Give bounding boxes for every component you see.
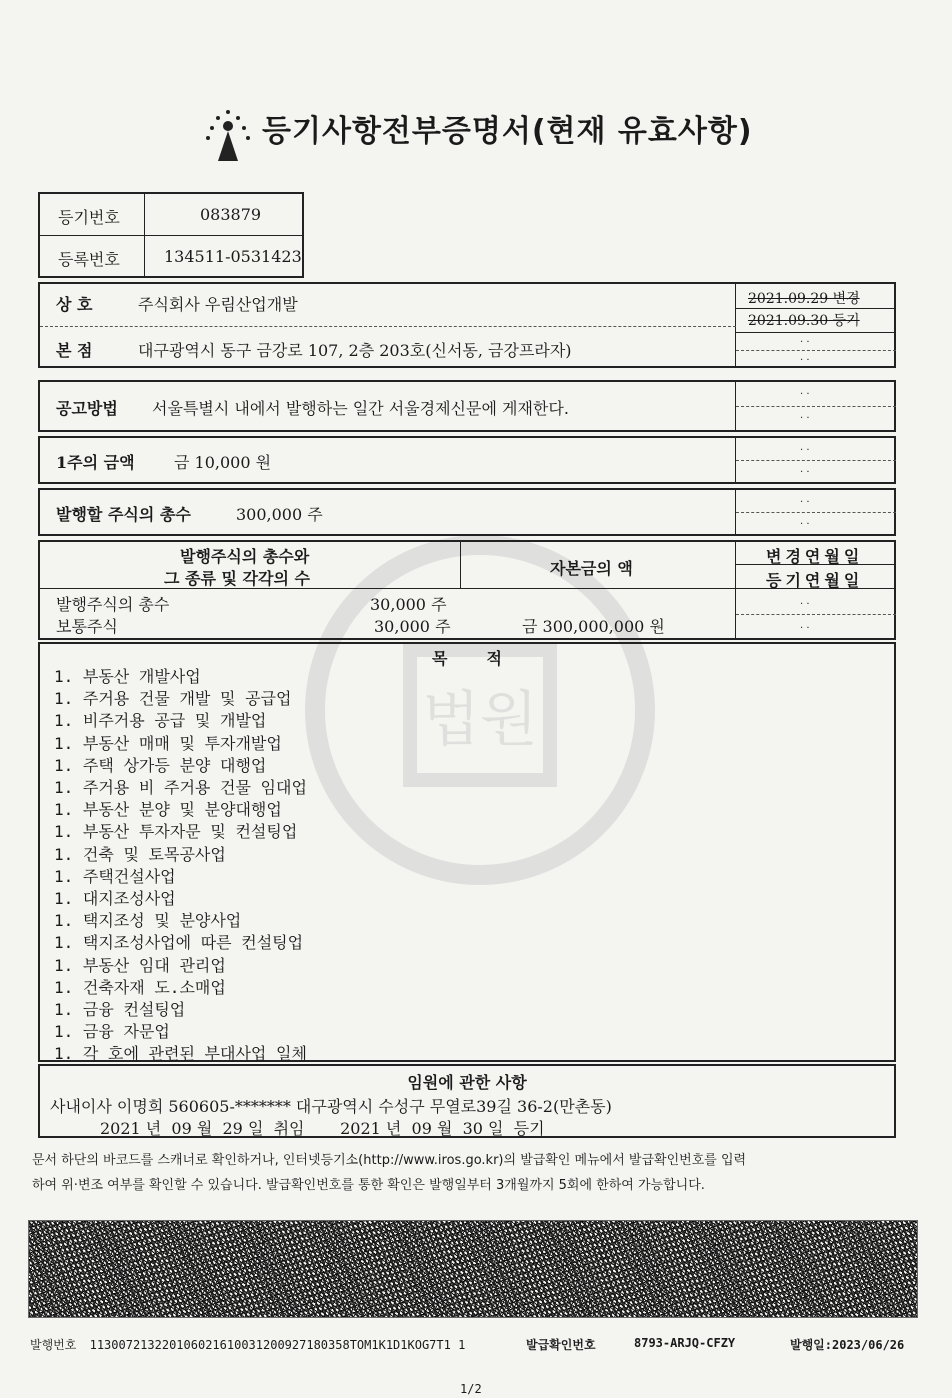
par-value-section [38,436,896,484]
shares-date-dots-2: . . [800,620,810,631]
name-registration-date: 2021.09.30 등기 [748,313,860,329]
purpose-item: 1. 금융 자문업 [54,1022,170,1042]
hq-date-dots: . . [800,334,810,345]
purpose-item: 1. 주택 상가등 분양 대행업 [54,755,267,775]
purpose-item: 1. 주거용 건물 개발 및 공급업 [54,689,292,709]
purpose-item: 1. 금융 컨설팅업 [54,1000,186,1020]
hq-date-dots-2: . . [800,352,810,363]
purpose-item: 1. 택지조성 및 분양사업 [54,911,242,931]
officers-header: 임원에 관한 사항 [407,1073,527,1092]
par-date-dots-2: . . [800,464,810,475]
purpose-item: 1. 각 호에 관련된 부대사업 일체 [54,1044,307,1064]
reg-no-label: 등기번호 [58,208,120,227]
notice-date-dots-2: . . [800,410,810,421]
shares-header-2: 그 종류 및 각각의 수 [164,569,310,588]
company-name-label: 상 호 [56,295,93,314]
notice-date-dots: . . [800,386,810,397]
security-barcode [28,1220,918,1318]
par-date-dots: . . [800,442,810,453]
notice-method-label: 공고방법 [56,399,118,418]
authorized-shares: 300,000 주 [236,505,323,524]
verification-notice-line-1: 문서 하단의 바코드를 스캐너로 확인하거나, 인터넷등기소(http://www.iros.go.kr)의 발급확인 메뉴에서 발급확인번호를 입력 [32,1153,747,1168]
purpose-item: 1. 건축자재 도.소매업 [54,977,226,997]
authorized-shares-label: 발행할 주식의 총수 [56,505,191,524]
purpose-item: 1. 부동산 분양 및 분양대행업 [54,800,282,820]
purpose-item: 1. 주거용 비 주거용 건물 임대업 [54,778,307,798]
corp-no-label: 등록번호 [58,250,120,269]
notice-method-section [38,380,896,432]
purpose-item: 1. 건축 및 토목공사업 [54,844,226,864]
issue-number-label: 발행번호 [30,1338,77,1352]
notice-method: 서울특별시 내에서 발행하는 일간 서울경제신문에 게재한다. [152,399,569,418]
purpose-item: 1. 택지조성사업에 따른 컨설팅업 [54,933,304,953]
auth-date-dots: . . [800,494,810,505]
reg-no-value: 083879 [200,205,262,224]
shares-header-1: 발행주식의 총수와 [180,547,310,566]
footer [30,1336,920,1353]
svg-text:법원: 법원 [422,685,538,755]
capital-amount: 금 300,000,000 원 [522,617,665,636]
hq-address: 대구광역시 동구 금강로 107, 2층 203호(신서동, 금강프라자) [138,341,572,360]
corp-no-value: 134511-0531423 [164,247,302,266]
name-change-date: 2021.09.29 변경 [748,291,860,307]
issue-number: 11300721322010602161003120092718035​8TOM1K1D1KOG7T1 1 [89,1338,466,1352]
common-shares-value: 30,000 주 [374,617,451,636]
auth-date-dots-2: . . [800,516,810,527]
document-title: 등기사항전부증명서(현재 유효사항) [262,114,753,149]
purpose-item: 1. 대지조성사업 [54,889,176,909]
iros-emblem-icon [198,106,258,166]
issue-date: 발행일:2023/06/26 [790,1338,905,1352]
officer-line-1: 사내이사 이명희 560605-******* 대구광역시 수성구 무열로39길 36-2(만촌동) [50,1097,612,1116]
purpose-item: 1. 부동산 투자자문 및 컨설팅업 [54,822,298,842]
purpose-item: 1. 부동산 임대 관리업 [54,955,226,975]
authorized-shares-section [38,488,896,536]
purpose-item: 1. 주택건설사업 [54,866,176,886]
common-shares-label: 보통주식 [56,617,118,636]
registration-number-table [38,192,304,278]
purpose-item: 1. 비주거용 공급 및 개발업 [54,711,267,731]
change-date-header: 변경연월일 [766,547,864,566]
purpose-section [38,642,896,1062]
confirm-number-label: 발급확인번호 [526,1338,596,1352]
company-name: 주식회사 우림산업개발 [138,295,298,314]
purpose-item: 1. 부동산 매매 및 투자개발업 [54,733,282,753]
purpose-item: 1. 부동산 개발사업 [54,667,201,686]
shares-date-dots: . . [800,596,810,607]
purpose-list [54,666,307,1066]
par-value: 금 10,000 원 [174,453,272,472]
capital-header: 자본금의 액 [550,559,633,578]
page-number: 1/2 [460,1382,482,1396]
total-shares-label: 발행주식의 총수 [56,595,170,614]
hq-label: 본 점 [56,341,93,360]
officer-line-2: 2021 년 09 월 29 일 취임 2021 년 09 월 30 일 등기 [100,1119,545,1138]
par-value-label: 1주의 금액 [56,453,135,472]
verification-notice-line-2: 하여 위·변조 여부를 확인할 수 있습니다. 발급확인번호를 통한 확인은 발행일부터 3개월까지 5회에 한하여 가능합니다. [32,1178,705,1193]
registration-date-header: 등기연월일 [766,571,864,590]
issued-shares-table [38,540,896,640]
confirm-number: 8793-ARJQ-CFZY [634,1336,736,1350]
total-shares-value: 30,000 주 [370,595,447,614]
verification-notice [32,1148,922,1198]
company-name-address-section [38,282,896,368]
purpose-header: 목 적 [432,649,502,668]
officers-section [38,1064,896,1138]
